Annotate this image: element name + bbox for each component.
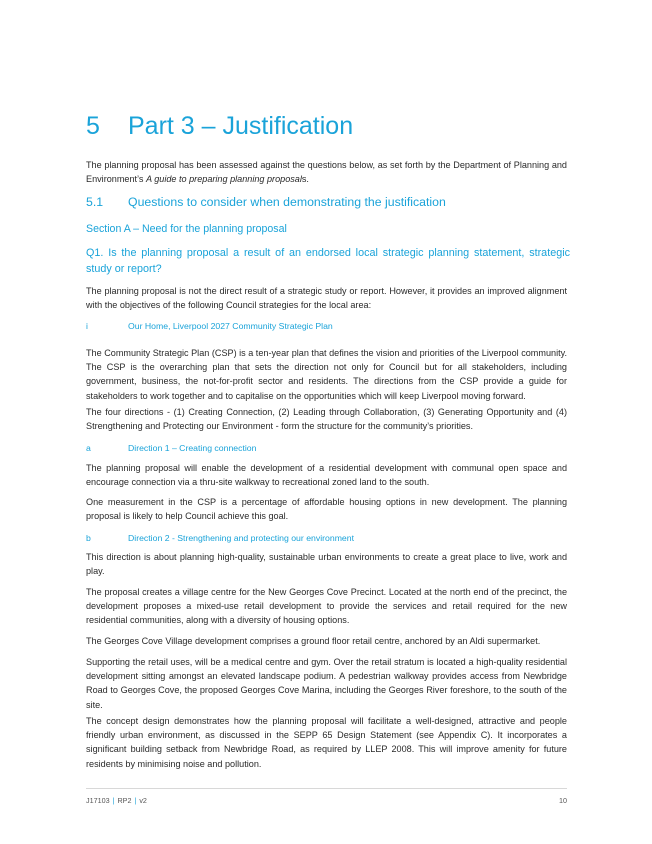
directions-paragraph: The four directions - (1) Creating Connection, (2) Leading through Collaboration, (3) Generating Opportunity and (4) Strengthening and Protecting our Environment - form the structure for the community’s priorities. (86, 407, 567, 432)
page-number: 10 (559, 796, 567, 805)
footer-divider (86, 788, 567, 789)
item-a-title: Direction 1 – Creating connection (128, 443, 257, 453)
chapter-title: Part 3 – Justification (128, 112, 354, 140)
question-1-heading: Q1. Is the planning proposal a result of an endorsed local strategic planning statement, strategic study or report? (86, 247, 570, 275)
item-i-title: Our Home, Liverpool 2027 Community Strategic Plan (128, 321, 333, 331)
footer-version: v2 (139, 796, 147, 805)
footer-doc-ref: J17103 (86, 796, 110, 805)
item-b-heading: b Direction 2 - Strengthening and protecting our environment (86, 533, 355, 543)
direction-2-paragraph-4: Supporting the retail uses, will be a medical centre and gym. Over the retail stratum is located a high-quality residential development sitting amongst an elevated landscape podium. A pedestrian walkway provides access from Newbridge Road to Georges Cove, the proposed Georges Cove Marina, including the Georges River foreshore, to the south of the site. (86, 657, 567, 710)
section-title: Questions to consider when demonstrating the justification (128, 195, 446, 209)
direction-2-paragraph-1: This direction is about planning high-quality, sustainable urban environments to create a great place to live, work and play. (86, 552, 567, 577)
direction-2-paragraph-2: The proposal creates a village centre for the New Georges Cove Precinct. Located at the north end of the precinct, the development proposes a mixed-use retail development to provide the services and retail required for the new residential communities, along with a diversity of housing options. (86, 587, 567, 626)
csp-paragraph: The Community Strategic Plan (CSP) is a ten-year plan that defines the vision and priorities of the Liverpool community. The CSP is the overarching plan that sets the direction not only for Council but for all stakeholders, including government, business, the not-for-profit sector and residents. The directions from the CSP provide a guide for stakeholders to work together and to capitalise on the opportunities which will keep Liverpool moving forward. (86, 348, 568, 401)
direction-2-paragraph-3: The Georges Cove Village development comprises a ground floor retail centre, anchored by an Aldi supermarket. (86, 636, 541, 646)
intro-paragraph: The planning proposal has been assessed against the questions below, as set forth by the Department of Planning and Environment’s A guide to preparing planning proposals. (86, 160, 567, 185)
footer-revision: RP2 (117, 796, 132, 805)
item-a-heading: a Direction 1 – Creating connection (86, 443, 257, 453)
q1-answer-paragraph: The planning proposal is not the direct result of a strategic study or report. However, it provides an improved alignment with the objectives of the following Council strategies for the local area: (86, 286, 567, 311)
item-b-title: Direction 2 - Strengthening and protecting our environment (128, 533, 355, 543)
section-a-heading: Section A – Need for the planning proposal (86, 223, 287, 235)
item-i-heading: i Our Home, Liverpool 2027 Community Strategic Plan (86, 321, 333, 331)
direction-2-paragraph-5: The concept design demonstrates how the planning proposal will facilitate a well-designed, attractive and people friendly urban environment, as discussed in the SEPP 65 Design Statement (see Appendix C). It incorporates a significant building setback from Newbridge Road, as required by LLEP 2008. This will improve amenity for future residents by minimising noise and pollution. (86, 716, 567, 769)
footer-document-reference: J17103 | RP2 | v2 (86, 796, 147, 805)
chapter-heading (86, 112, 353, 141)
chapter-number: 5 (86, 112, 100, 140)
guide-title: A guide to preparing planning proposal (145, 174, 302, 185)
direction-1-paragraph-2: One measurement in the CSP is a percentage of affordable housing options in new development. The planning proposal is likely to help Council achieve this goal. (86, 497, 567, 522)
direction-1-paragraph-1: The planning proposal will enable the development of a residential development with communal open space and encourage connection via a thru-site walkway to recreational zoned land to the south. (86, 463, 567, 488)
section-heading-5-1 (86, 195, 446, 209)
section-number: 5.1 (86, 195, 104, 209)
